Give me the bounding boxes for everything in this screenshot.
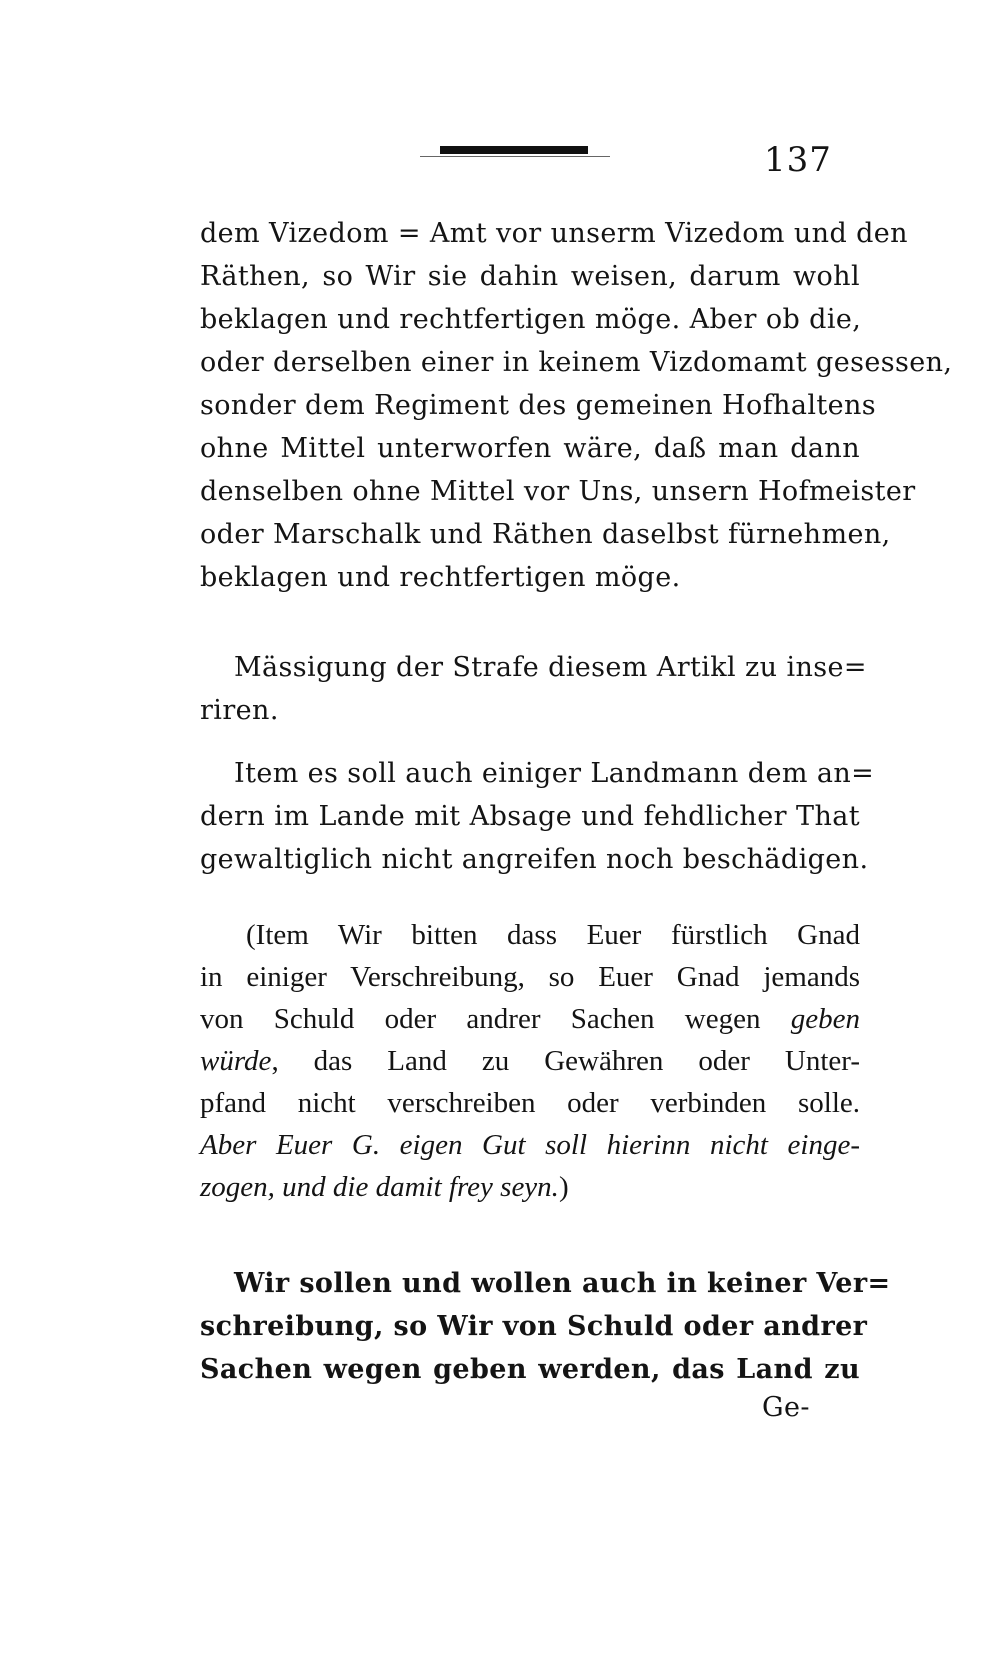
text-line: ohne Mittel unterworfen wäre, daß man dann [200, 433, 860, 464]
text-line: beklagen und rechtfertigen möge. [200, 562, 681, 593]
paragraph-2-continuation [200, 689, 860, 732]
text-line: Item es soll auch einiger Landmann dem an= [234, 758, 875, 789]
text-span-italic: würde [200, 1045, 272, 1077]
text-line: dern im Lande mit Absage und fehdlicher That [200, 801, 860, 832]
text-span-italic: zogen, und die damit frey seyn. [200, 1171, 559, 1203]
text-span: von Schuld oder andrer Sachen wegen [200, 1003, 761, 1035]
paragraph-2 [200, 646, 867, 689]
text-line: schreibung, so Wir von Schuld oder andrer [200, 1311, 868, 1342]
text-line [200, 1166, 860, 1208]
text-line: Sachen wegen geben werden, das Land zu [200, 1354, 860, 1385]
text-line: dem Vizedom = Amt vor unserm Vizedom und den [200, 218, 908, 249]
text-span-italic: geben [790, 1003, 860, 1035]
text-line [200, 1040, 860, 1082]
text-line: Mässigung der Strafe diesem Artikl zu inse= [234, 652, 867, 683]
text-line: Wir sollen und wollen auch in keiner Ver= [234, 1268, 891, 1299]
text-line [200, 914, 860, 956]
header-rule-thin [420, 156, 610, 157]
text-span: pfand nicht verschreiben oder verbinden solle. [200, 1087, 860, 1119]
text-line [200, 956, 860, 998]
text-line: beklagen und rechtfertigen möge. Aber ob die, [200, 304, 862, 335]
text-line [200, 998, 860, 1040]
text-line: sonder dem Regiment des gemeinen Hofhaltens [200, 390, 877, 421]
catchword: Ge- [762, 1392, 810, 1423]
text-line: riren. [200, 695, 279, 726]
text-line [200, 1082, 860, 1124]
text-line: gewaltiglich nicht angreifen noch beschädigen. [200, 844, 869, 875]
paragraph-4 [200, 914, 860, 1208]
text-line: Räthen, so Wir sie dahin weisen, darum wohl [200, 261, 860, 292]
paragraph-3 [200, 752, 875, 881]
text-line: oder derselben einer in keinem Vizdomamt gesessen, [200, 347, 953, 378]
text-span-italic: Aber Euer G. eigen Gut soll hierinn nicht einge- [200, 1129, 860, 1161]
text-span: (Item Wir bitten dass Euer fürstlich Gnad [246, 919, 860, 951]
page-number: 137 [764, 140, 832, 180]
paragraph-1 [200, 212, 953, 599]
header-rule [440, 146, 588, 154]
text-span: , das Land zu Gewähren oder Unter- [271, 1045, 860, 1077]
paragraph-5 [200, 1262, 891, 1391]
text-span: ) [558, 1171, 569, 1203]
text-line: oder Marschalk und Räthen daselbst fürnehmen, [200, 519, 891, 550]
text-span: in einiger Verschreibung, so Euer Gnad jemands [200, 961, 860, 993]
text-line [200, 1124, 860, 1166]
text-line: denselben ohne Mittel vor Uns, unsern Hofmeister [200, 476, 916, 507]
